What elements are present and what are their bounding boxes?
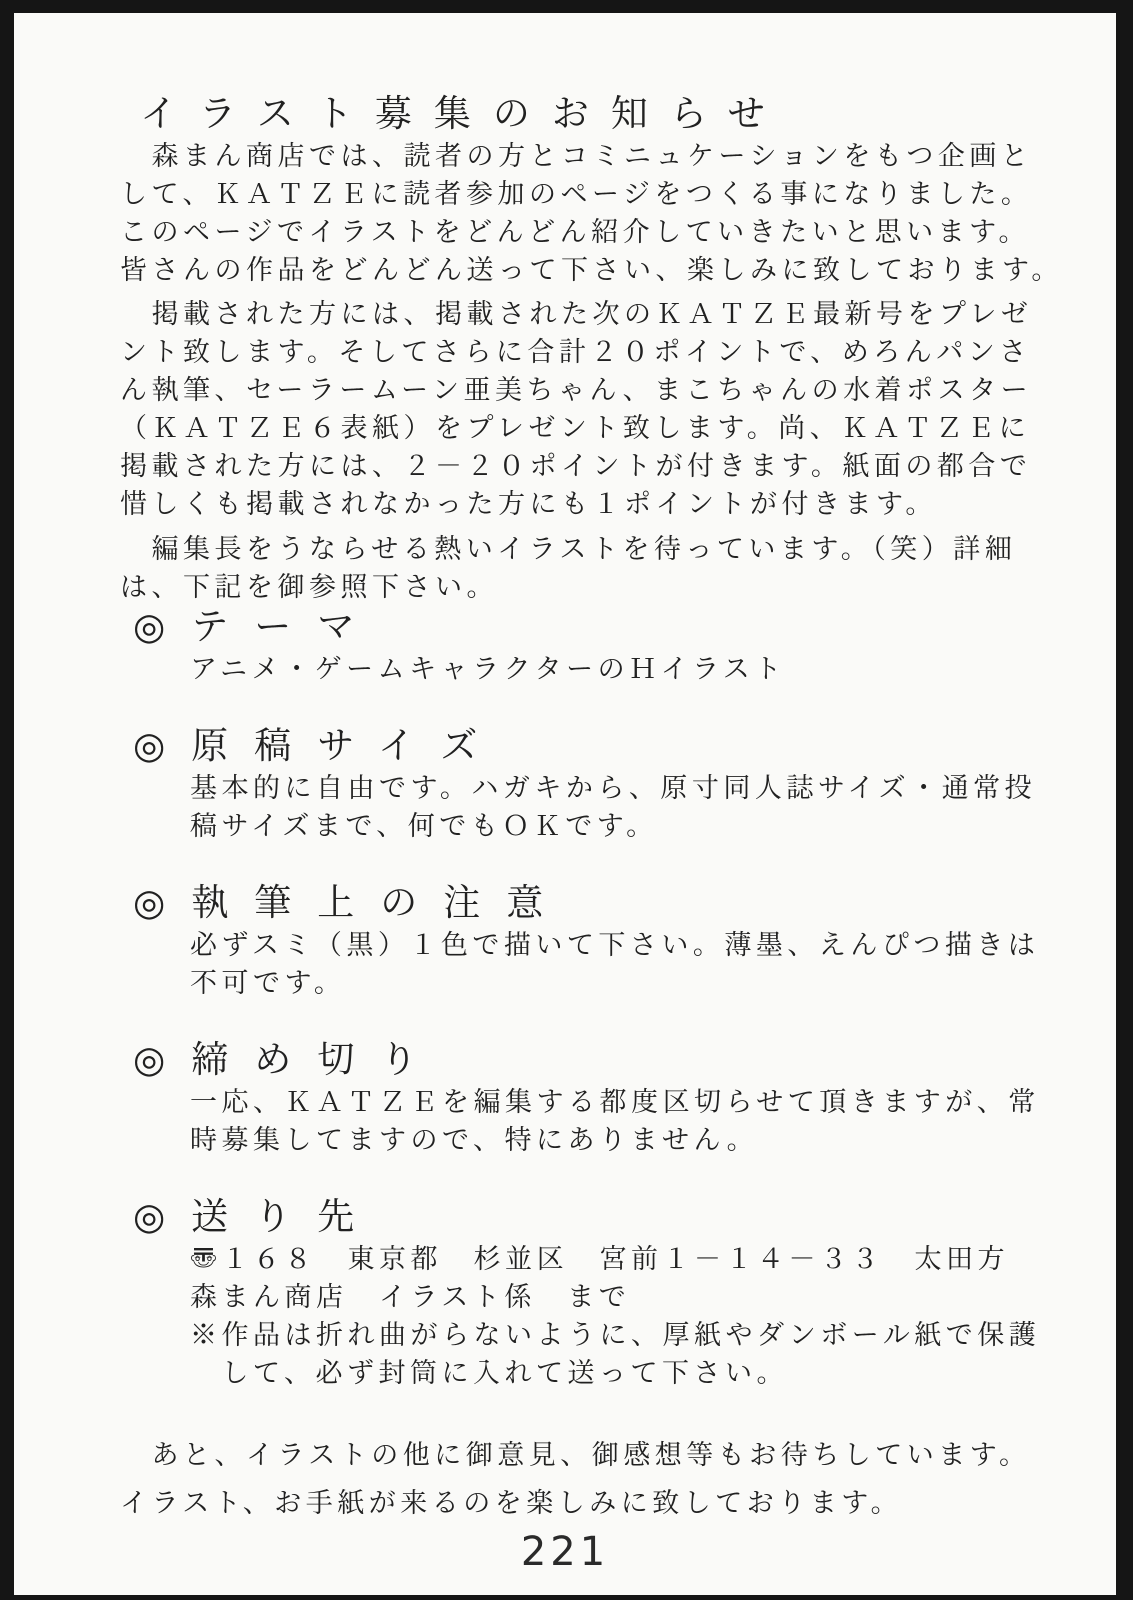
note-line: ※作品は折れ曲がらないように、厚紙やダンボール紙で保護 xyxy=(190,1320,1041,1350)
text-line: して、ＫＡＴＺＥに読者参加のページをつくる事になりました。 xyxy=(120,179,1033,209)
text-line: 掲載された方には、２－２０ポイントが付きます。紙面の都合で xyxy=(120,451,1032,481)
page-title: イラスト募集のお知らせ xyxy=(140,94,787,135)
text-line: 掲載された方には、掲載された次のＫＡＴＺＥ最新号をプレゼ xyxy=(120,299,1033,329)
text-line: ん執筆、セーラームーン亜美ちゃん、まこちゃんの水着ポスター xyxy=(120,375,1033,405)
text-line: アニメ・ゲームキャラクターのＨイラスト xyxy=(190,654,786,684)
double-circle-bullet-icon: ◎ xyxy=(133,883,192,924)
text-line: イラスト、お手紙が来るのを楽しみに致しております。 xyxy=(120,1488,903,1518)
section-theme xyxy=(120,606,1076,688)
text-line: ント致します。そしてさらに合計２０ポイントで、めろんパンさ xyxy=(120,337,1031,367)
section-heading-row xyxy=(133,882,1076,926)
text-line: （ＫＡＴＺＥ６表紙）をプレゼント致します。尚、ＫＡＴＺＥに xyxy=(120,413,1031,443)
section-heading: テーマ xyxy=(191,607,381,648)
document-page xyxy=(14,13,1116,1595)
text-line: 基本的に自由です。ハガキから、原寸同人誌サイズ・通常投 xyxy=(190,773,1037,803)
section-body xyxy=(190,926,1076,1002)
section-drawing-notes xyxy=(120,882,1076,1002)
text-line: 必ずスミ（黒）１色で描いて下さい。薄墨、えんぴつ描きは xyxy=(190,930,1040,960)
intro-paragraph-2 xyxy=(120,295,1076,523)
section-mailing-address xyxy=(120,1196,1076,1392)
page-number: 221 xyxy=(520,1529,610,1575)
text-line: 一応、ＫＡＴＺＥを編集する都度区切らせて頂きますが、常 xyxy=(190,1087,1040,1117)
section-heading: 執筆上の注意 xyxy=(191,883,570,924)
double-circle-bullet-icon: ◎ xyxy=(133,607,192,648)
page-content xyxy=(14,13,1116,1575)
text-line: このページでイラストをどんどん紹介していきたいと思います。 xyxy=(120,217,1030,247)
text-line: 惜しくも掲載されなかった方にも１ポイントが付きます。 xyxy=(120,489,937,519)
text-line: は、下記を御参照下さい。 xyxy=(120,572,498,602)
section-heading: 送り先 xyxy=(191,1197,381,1238)
section-heading-row xyxy=(133,1196,1076,1240)
section-heading-row xyxy=(133,1039,1076,1083)
section-heading: 原稿サイズ xyxy=(191,726,504,767)
section-body xyxy=(190,1240,1076,1392)
text-line: 稿サイズまで、何でもＯＫです。 xyxy=(190,811,658,841)
text-line: 編集長をうならせる熱いイラストを待っています。（笑）詳細 xyxy=(120,534,1017,564)
section-body xyxy=(190,650,1076,688)
text-line: 不可です。 xyxy=(190,968,346,998)
double-circle-bullet-icon: ◎ xyxy=(133,1197,192,1238)
address-line: 森まん商店 イラスト係 まで xyxy=(190,1282,631,1312)
section-manuscript-size xyxy=(120,725,1076,845)
double-circle-bullet-icon: ◎ xyxy=(133,1040,192,1081)
text-line: あと、イラストの他に御意見、御感想等もお待ちしています。 xyxy=(120,1440,1031,1470)
section-body xyxy=(190,1083,1076,1159)
text-line: 時募集してますので、特にありません。 xyxy=(190,1125,759,1155)
double-circle-bullet-icon: ◎ xyxy=(133,726,192,767)
text-line: 皆さんの作品をどんどん送って下さい、楽しみに致しております。 xyxy=(120,255,1063,285)
section-heading: 締め切り xyxy=(191,1040,444,1081)
note-line: して、必ず封筒に入れて送って下さい。 xyxy=(190,1358,788,1388)
closing-paragraph xyxy=(120,1431,1076,1527)
section-heading-row xyxy=(133,725,1076,769)
section-deadline xyxy=(120,1039,1076,1159)
address-line: 〠１６８ 東京都 杉並区 宮前１－１４－３３ 太田方 xyxy=(190,1244,1009,1274)
section-body xyxy=(190,769,1076,845)
section-heading-row xyxy=(133,606,1076,650)
intro-paragraph-3 xyxy=(120,530,1076,606)
intro-paragraph-1 xyxy=(120,137,1076,289)
text-line: 森まん商店では、読者の方とコミニュケーションをもつ企画と xyxy=(120,141,1033,171)
